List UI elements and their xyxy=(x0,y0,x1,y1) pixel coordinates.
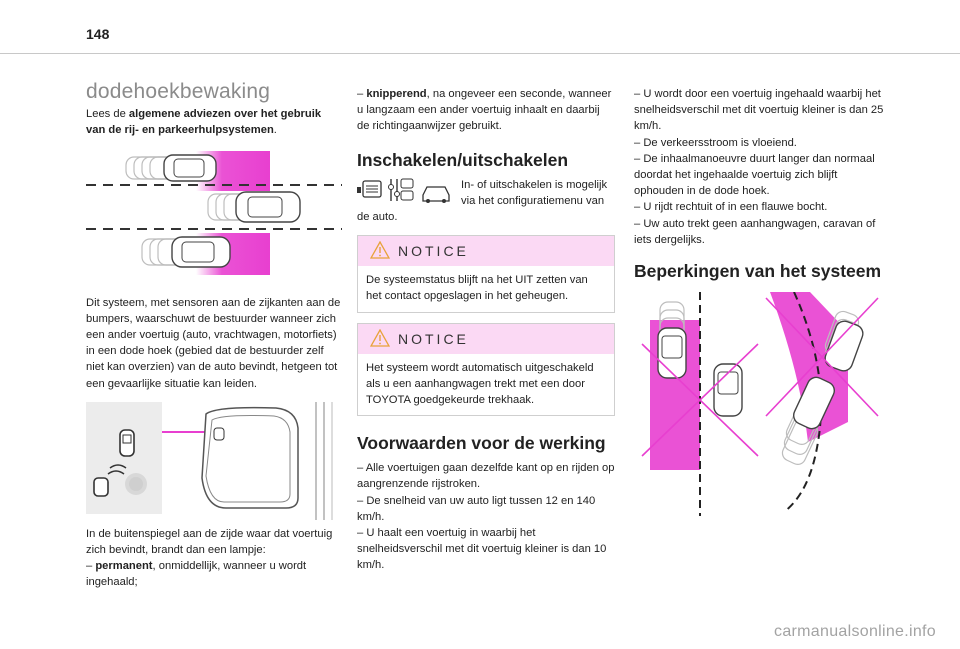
mirror-paragraph: In de buitenspiegel aan de zijde waar dat voertuig zich bevindt, brandt dan een lampje: xyxy=(86,527,333,557)
column-3 xyxy=(634,86,890,516)
blind-spot-zones-illustration xyxy=(86,145,342,287)
config-block xyxy=(357,177,615,226)
dash: – xyxy=(86,560,96,573)
list-item: – De verkeersstroom is vloeiend. xyxy=(634,136,797,149)
intro-suffix: . xyxy=(273,124,277,137)
settings-menu-icons xyxy=(357,177,461,207)
list-item: – De snelheid van uw auto ligt tussen 12 en 140 km/h. xyxy=(357,494,596,523)
intro-paragraph xyxy=(86,106,342,138)
page-number: 148 xyxy=(86,26,110,42)
item-bold: knipperend xyxy=(366,88,427,100)
config-icons xyxy=(357,177,461,207)
list-item: – U wordt door een voertuig ingehaald waarbij het snelheidsverschil met dit voertuig kleiner is dan 25 km/h. xyxy=(634,88,884,133)
notice-header xyxy=(358,324,614,354)
notice-title: NOTICE xyxy=(398,243,469,260)
watermark: carmanualsonline.info xyxy=(774,623,936,640)
heading-activation: Inschakelen/uitschakelen xyxy=(357,149,569,170)
conditions-list-continued xyxy=(634,86,890,248)
intro-prefix: Lees de xyxy=(86,108,129,121)
notice-box-memory xyxy=(357,235,615,312)
config-text: In- of uitschakelen is mogelijk via het configuratiemenu van de auto. xyxy=(357,178,608,224)
heading-conditions: Voorwaarden voor de werking xyxy=(357,433,606,454)
notice-body: De systeemstatus blijft na het UIT zetten van het contact opgeslagen in het geheugen. xyxy=(366,274,588,303)
list-item: – U rijdt rechtuit of in een flauwe bocht. xyxy=(634,201,828,214)
notice-box-trailer xyxy=(357,323,615,417)
conditions-list xyxy=(357,460,615,573)
list-item-permanent xyxy=(86,558,342,590)
limitations-illustration xyxy=(634,292,890,516)
notice-title: NOTICE xyxy=(398,330,469,347)
list-item: – Alle voertuigen gaan dezelfde kant op en rijden op aangrenzende rijstroken. xyxy=(357,462,615,491)
column-2 xyxy=(357,86,615,574)
list-item-flashing xyxy=(357,86,615,135)
mirror-indicator-illustration xyxy=(86,402,342,520)
list-item: – De inhaalmanoeuvre duurt langer dan normaal doordat het ingehaalde voertuig zich blijft ophouden in de dode hoek. xyxy=(634,152,875,198)
notice-header xyxy=(358,236,614,266)
dash: – xyxy=(357,88,367,100)
item-text: , na ongeveer een seconde, wanneer u langzaam een ander voertuig inhaalt en daarbij de richtingaanwijzer gebruikt. xyxy=(357,88,612,133)
intro-bold: algemene adviezen over het gebruik van de rij- en parkeerhulpsystemen xyxy=(86,108,322,137)
item-text: , onmiddellijk, wanneer u wordt ingehaald; xyxy=(86,560,307,589)
warning-triangle-icon xyxy=(370,241,390,259)
heading-limitations: Beperkingen van het systeem xyxy=(634,261,882,282)
column-1 xyxy=(86,80,342,591)
notice-body: Het systeem wordt automatisch uitgeschakeld als u een aanhangwagen trekt met een door TOYOTA goedgekeurde trekhaak. xyxy=(366,361,594,407)
header-rule xyxy=(0,53,960,54)
description-paragraph: Dit systeem, met sensoren aan de zijkanten aan de bumpers, waarschuwt de bestuurder wanneer zich een ander voertuig (auto, vrachtwagen, motorfiets) in een dode hoek (gebied dat de bestuurder zelf niet kan overzien) van de auto bevindt, hetgeen tot een gevaarlijke situatie kan leiden. xyxy=(86,296,341,390)
section-title: dodehoekbewaking xyxy=(86,80,271,103)
warning-triangle-icon xyxy=(370,329,390,347)
item-bold: permanent xyxy=(95,560,153,573)
list-item: – Uw auto trekt geen aanhangwagen, caravan of iets dergelijks. xyxy=(634,217,876,246)
list-item: – U haalt een voertuig in waarbij het snelheidsverschil met dit voertuig kleiner is dan 10 km/h. xyxy=(357,527,607,572)
